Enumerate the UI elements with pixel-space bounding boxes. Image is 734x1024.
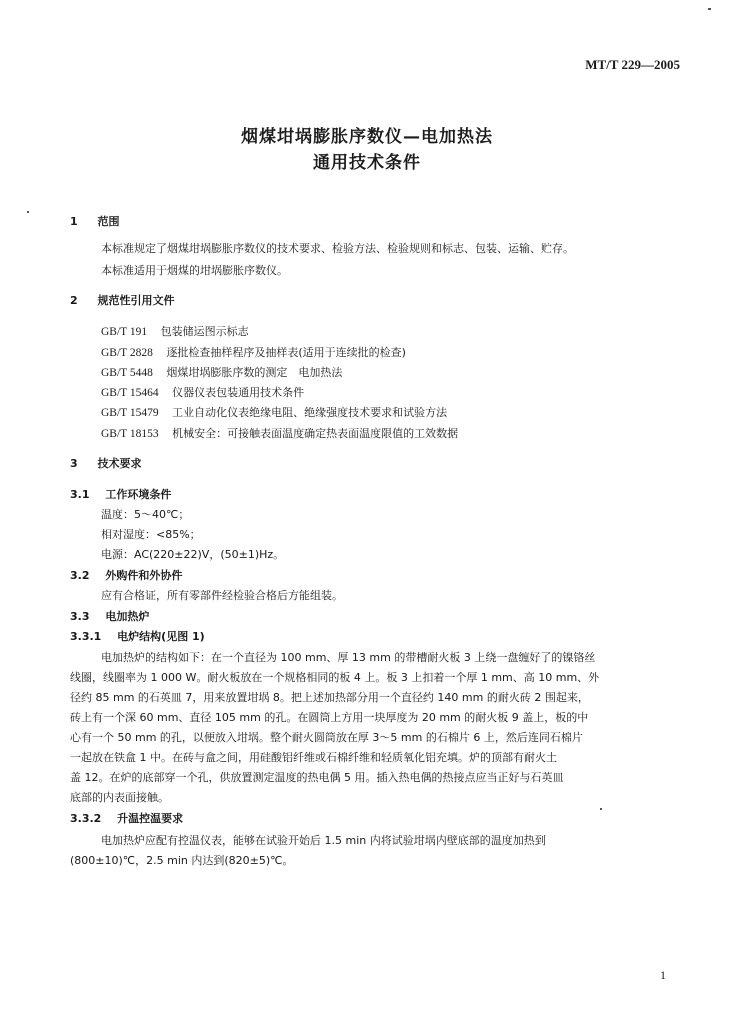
scan-speck <box>600 808 602 810</box>
reference-item <box>101 406 447 420</box>
section-number: 3 <box>70 457 78 470</box>
document-title: 烟煤坩埚膨胀序数仪—电加热法 <box>241 127 493 147</box>
paragraph: 本标准适用于烟煤的坩埚膨胀序数仪。 <box>101 264 288 277</box>
reference-item <box>101 386 304 400</box>
condition-humidity: 相对湿度：<85%； <box>101 528 201 541</box>
reference-title: 工业自动化仪表绝缘电阻、绝缘强度技术要求和试验方法 <box>172 406 448 419</box>
reference-title: 逐批检查抽样程序及抽样表(适用于连续批的检查) <box>166 346 406 359</box>
paragraph-line: 砖上有一个深 60 mm、直径 105 mm 的孔。在圆筒上方用一块厚度为 20 mm 的耐火板 9 盖上，板的中 <box>70 711 589 724</box>
paragraph-line: 底部的内表面接触。 <box>70 791 169 804</box>
paragraph-line: (800±10)℃，2.5 min 内达到(820±5)℃。 <box>70 854 294 867</box>
paragraph: 本标准规定了烟煤坩埚膨胀序数仪的技术要求、检验方法、检验规则和标志、包装、运输、贮存。 <box>101 242 574 255</box>
document-subtitle: 通用技术条件 <box>313 153 421 173</box>
subsection-3-2-heading <box>70 569 182 583</box>
reference-title: 烟煤坩埚膨胀序数的测定 电加热法 <box>166 366 343 379</box>
section-title: 工作环境条件 <box>105 488 172 501</box>
reference-title: 机械安全：可接触表面温度确定热表面温度限值的工效数据 <box>172 427 459 440</box>
reference-item <box>101 366 342 380</box>
section-title: 电加热炉 <box>105 610 150 623</box>
condition-power: 电源：AC(220±22)V，(50±1)Hz。 <box>101 548 285 561</box>
section-number: 3.1 <box>70 488 90 501</box>
reference-item <box>101 427 458 441</box>
section-1-heading <box>70 215 120 229</box>
subsection-3-1-heading <box>70 488 171 502</box>
reference-code: GB/T 191 <box>101 326 148 338</box>
section-title: 范围 <box>97 215 120 228</box>
scan-speck <box>27 211 29 213</box>
section-number: 3.2 <box>70 569 90 582</box>
section-number: 3.3.1 <box>70 630 102 643</box>
section-number: 3.3 <box>70 610 90 623</box>
subsection-3-3-heading <box>70 610 149 624</box>
section-title: 升温控温要求 <box>117 812 184 825</box>
reference-code: GB/T 15479 <box>101 407 159 419</box>
section-title: 技术要求 <box>97 457 142 470</box>
condition-temperature: 温度：5～40℃； <box>101 508 190 521</box>
scan-speck <box>708 8 711 10</box>
section-title: 规范性引用文件 <box>97 294 175 307</box>
paragraph-line: 心有一个 50 mm 的孔，以便放入坩埚。整个耐火圆筒放在厚 3～5 mm 的石棉片 6 上，然后连同石棉片 <box>70 731 583 744</box>
reference-code: GB/T 15464 <box>101 387 159 399</box>
section-number: 3.3.2 <box>70 812 102 825</box>
section-2-heading <box>70 294 175 308</box>
subsection-3-3-2-heading <box>70 812 183 826</box>
reference-code: GB/T 2828 <box>101 347 153 359</box>
page-number: 1 <box>660 968 666 982</box>
standard-code: MT/T 229—2005 <box>585 57 680 72</box>
paragraph: 应有合格证，所有零部件经检验合格后方能组装。 <box>101 589 343 602</box>
section-title: 外购件和外协件 <box>105 569 183 582</box>
paragraph-line: 盖 12。在炉的底部穿一个孔，供放置测定温度的热电偶 5 用。插入热电偶的热接点应当正好与石英皿 <box>70 771 564 784</box>
paragraph-line: 线圈，线圈率为 1 000 W。耐火板放在一个规格相同的板 4 上。板 3 上扣着一个厚 1 mm、高 10 mm、外 <box>70 671 600 684</box>
reference-title: 仪器仪表包装通用技术条件 <box>172 386 305 399</box>
section-number: 2 <box>70 294 78 307</box>
paragraph-line: 电加热炉的结构如下：在一个直径为 100 mm、厚 13 mm 的带槽耐火板 3 上绕一盘缠好了的镍铬丝 <box>101 651 596 664</box>
section-title: 电炉结构(见图 1) <box>117 630 205 643</box>
reference-item <box>101 346 406 360</box>
subsection-3-3-1-heading <box>70 630 205 644</box>
reference-title: 包装储运图示标志 <box>160 325 249 338</box>
reference-code: GB/T 18153 <box>101 428 159 440</box>
section-3-heading <box>70 457 142 471</box>
paragraph-line: 电加热炉应配有控温仪表，能够在试验开始后 1.5 min 内将试验坩埚内壁底部的温度加热到 <box>101 834 546 847</box>
paragraph-line: 一起放在铁盒 1 中。在砖与盒之间，用硅酸铝纤维或石棉纤维和轻质氧化铝充填。炉的顶部有耐火土 <box>70 751 557 764</box>
paragraph-line: 径约 85 mm 的石英皿 7，用来放置坩埚 8。把上述加热部分用一个直径约 140 mm 的耐火砖 2 围起来， <box>70 691 589 704</box>
reference-code: GB/T 5448 <box>101 367 153 379</box>
section-number: 1 <box>70 215 78 228</box>
reference-item <box>101 325 249 339</box>
